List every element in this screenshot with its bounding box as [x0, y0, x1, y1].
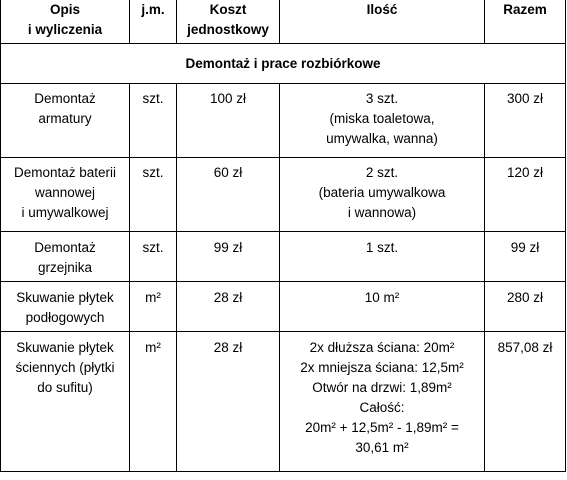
- cell-description-line: ściennych (płytki: [15, 360, 115, 375]
- cell-quantity-line: (miska toaletowa,: [329, 111, 435, 126]
- section-row: [1, 44, 566, 84]
- header-unit-label: j.m.: [141, 2, 165, 17]
- cell-quantity-line: 2x mniejsza ściana: 12,5m²: [300, 360, 464, 375]
- header-unit-cost: [177, 0, 280, 44]
- cell-quantity: [280, 84, 485, 158]
- cell-total: 99 zł: [485, 232, 566, 282]
- table-row: [1, 282, 566, 332]
- cell-description-line: do sufitu): [37, 380, 93, 395]
- header-quantity-label: Ilość: [366, 2, 398, 17]
- section-title: Demontaż i prace rozbiórkowe: [1, 44, 566, 84]
- header-unit-cost-line: Koszt: [209, 2, 247, 17]
- cell-total: 857,08 zł: [485, 332, 566, 472]
- header-row: [1, 0, 566, 44]
- header-unit: [130, 0, 177, 44]
- cell-description: [1, 84, 130, 158]
- header-description: [1, 0, 130, 44]
- cell-unit: szt.: [130, 84, 177, 158]
- cell-description: [1, 158, 130, 232]
- cell-description: [1, 232, 130, 282]
- table-row: [1, 84, 566, 158]
- cell-description-line: armatury: [38, 111, 92, 126]
- cell-total: 300 zł: [485, 84, 566, 158]
- cell-quantity-line: Otwór na drzwi: 1,89m²: [312, 380, 452, 395]
- header-total: [485, 0, 566, 44]
- cell-unit: szt.: [130, 232, 177, 282]
- cell-unit-cost: 99 zł: [177, 232, 280, 282]
- header-total-label: Razem: [503, 2, 547, 17]
- cell-quantity: [280, 282, 485, 332]
- header-description-line: i wyliczenia: [27, 22, 103, 37]
- cell-unit-cost: 28 zł: [177, 332, 280, 472]
- cell-description-line: i umywalkowej: [21, 205, 109, 220]
- header-quantity: [280, 0, 485, 44]
- table-row: [1, 332, 566, 472]
- cell-quantity-line: 20m² + 12,5m² - 1,89m² =: [305, 420, 459, 435]
- cell-description-line: Skuwanie płytek: [16, 340, 114, 355]
- cell-quantity-line: Całość:: [359, 400, 405, 415]
- cell-description-line: grzejnika: [37, 260, 93, 275]
- cell-unit: szt.: [130, 158, 177, 232]
- cell-quantity-line: 2 szt.: [365, 165, 399, 180]
- cell-description-line: Demontaż: [34, 240, 96, 255]
- cell-description: [1, 282, 130, 332]
- cell-description-line: wannowej: [34, 185, 96, 200]
- cell-quantity-line: i wannowa): [347, 205, 417, 220]
- table-row: [1, 158, 566, 232]
- cell-quantity-line: 2x dłuższa ściana: 20m²: [309, 340, 455, 355]
- cell-description: [1, 332, 130, 472]
- cell-description-line: Demontaż baterii: [13, 165, 117, 180]
- cell-quantity-line: 30,61 m²: [355, 440, 409, 455]
- header-unit-cost-line: jednostkowy: [187, 22, 269, 37]
- cell-total: 120 zł: [485, 158, 566, 232]
- cell-description-line: podłogowych: [25, 310, 105, 325]
- cell-unit-cost: 28 zł: [177, 282, 280, 332]
- cell-quantity: [280, 158, 485, 232]
- cell-quantity: [280, 332, 485, 472]
- cell-quantity-line: umywalka, wanna): [326, 131, 438, 146]
- table-row: [1, 232, 566, 282]
- cell-unit-cost: 100 zł: [177, 84, 280, 158]
- cell-unit: m²: [130, 282, 177, 332]
- cell-unit: m²: [130, 332, 177, 472]
- cell-description-line: Demontaż: [34, 91, 96, 106]
- cell-quantity-line: 1 szt.: [365, 240, 399, 255]
- cell-total: 280 zł: [485, 282, 566, 332]
- cell-quantity: [280, 232, 485, 282]
- cell-quantity-line: 3 szt.: [365, 91, 399, 106]
- cell-quantity-line: (bateria umywalkowa: [318, 185, 446, 200]
- cell-unit-cost: 60 zł: [177, 158, 280, 232]
- header-description-line: Opis: [49, 2, 80, 17]
- cell-quantity-line: 10 m²: [364, 290, 400, 305]
- cell-description-line: Skuwanie płytek: [16, 290, 114, 305]
